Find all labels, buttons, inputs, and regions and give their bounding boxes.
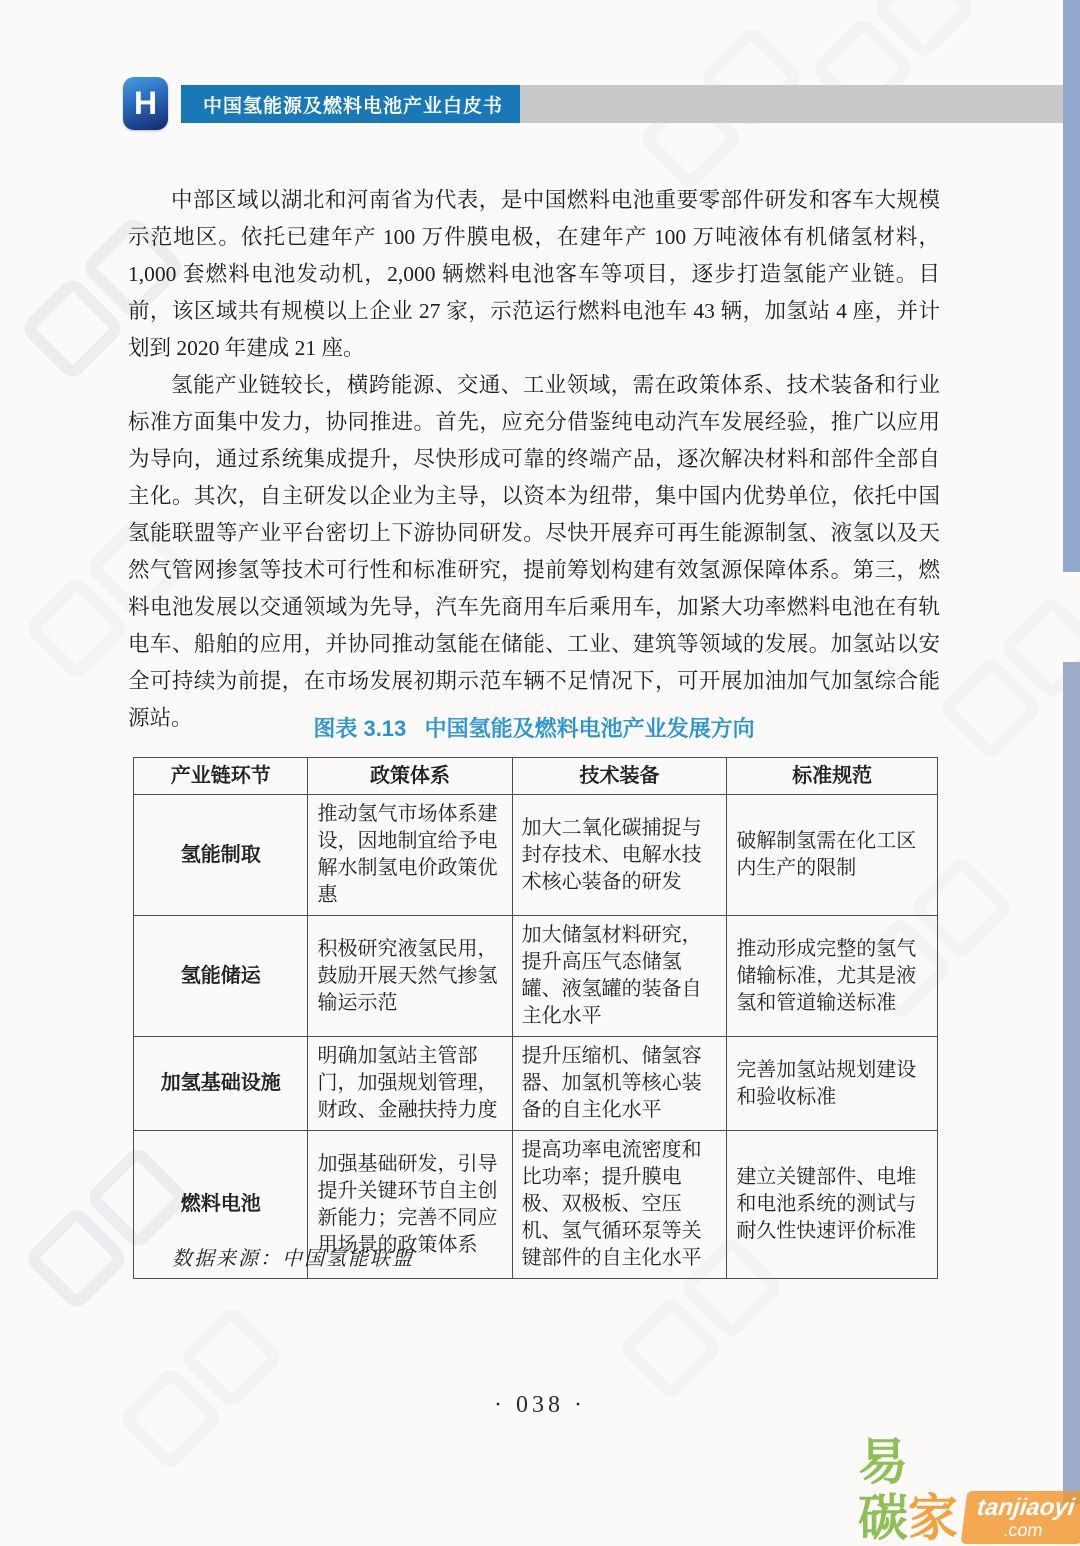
page-edge-bar-top: [1063, 0, 1080, 572]
cell-chain-link: 氢能制取: [134, 795, 308, 916]
figure-caption-title: 中国氢能及燃料电池产业发展方向: [424, 716, 755, 741]
paragraph-industry-chain: 氢能产业链较长，横跨能源、交通、工业领域，需在政策体系、技术装备和行业标准方面集中发力，协同推进。首先，应充分借鉴纯电动汽车发展经验，推广以应用为导向，通过系统集成提升，尽快形成可靠的终端产品，逐次解决材料和部件全部自主化。其次，自主研发以企业为主导，以资本为纽带，集中国内优势单位，依托中国氢能联盟等产业平台密切上下游协同研发。尽快开展弃可再生能源制氢、液氢以及天然气管网掺氢等技术可行性和标准研究，提前筹划构建有效氢源保障体系。第三，燃料电池发展以交通领域为先导，汽车先商用车后乘用车，加紧大功率燃料电池在有轨电车、船舶的应用，并协同推动氢能在储能、工业、建筑等领域的发展。加氢站以安全可持续为前提，在市场发展初期示范车辆不足情况下，可开展加油加气加氢综合能源站。: [128, 373, 940, 730]
paragraph-central-region: 中部区域以湖北和河南省为代表，是中国燃料电池重要零部件研发和客车大规模示范地区。依托已建年产 100 万件膜电极，在建年产 100 万吨液体有机储氢材料，1,000 套燃料电池发动机，2,000 辆燃料电池客车等项目，逐步打造氢能产业链。目前，该区域共有规模以上企业 27 家，示范运行燃料电池车 43 辆，加氢站 4 座，并计划到 2020 年建成 21 座。: [128, 188, 940, 360]
cell-technology: 提升压缩机、储氢容器、加氢机等核心装备的自主化水平: [512, 1037, 727, 1131]
header-gray-bar: [520, 85, 1063, 123]
logo-letter: H: [133, 85, 158, 121]
watermark-pattern: [117, 1304, 285, 1472]
table-row: [134, 795, 938, 916]
cell-policy: 积极研究液氢民用，鼓励开展天然气掺氢输运示范: [308, 916, 512, 1037]
cell-technology: 加大储氢材料研究，提升高压气态储氢罐、液氢罐的装备自主化水平: [512, 916, 727, 1037]
header-title-bar: [181, 85, 520, 123]
page-number: · 038 ·: [494, 1392, 586, 1418]
data-source-note: 数据来源：中国氢能联盟: [172, 1248, 414, 1270]
column-header-chain-link: 产业链环节: [134, 758, 308, 795]
cell-standards: 破解制氢需在化工区内生产的限制: [727, 795, 938, 916]
cell-chain-link: 氢能储运: [134, 916, 308, 1037]
cell-policy: 推动氢气市场体系建设，因地制宜给予电解水制氢电价政策优惠: [308, 795, 512, 916]
cell-policy: 明确加氢站主管部门，加强规划管理，财政、金融扶持力度: [308, 1037, 512, 1131]
figure-caption-label: 图表 3.13: [313, 716, 407, 741]
page-header: [0, 85, 1063, 123]
cell-technology: 提高功率电流密度和比功率；提升膜电极、双极板、空压机、氢气循环泵等关键部件的自主化水平: [512, 1131, 727, 1279]
table-row: [134, 916, 938, 1037]
cell-policy: 加强基础研发，引导提升关键环节自主创新能力；完善不同应用场景的政策体系: [308, 1131, 512, 1279]
cell-standards: 推动形成完整的氢气储输标准，尤其是液氢和管道输送标准: [727, 916, 938, 1037]
brand-domain-tld: .com: [1002, 1520, 1044, 1540]
table-row: [134, 1037, 938, 1131]
table-header-row: [134, 758, 938, 795]
brand-orange-character: 家: [908, 1490, 958, 1546]
body-text: [128, 182, 940, 737]
column-header-policy: 政策体系: [308, 758, 512, 795]
cell-chain-link: 燃料电池: [134, 1131, 308, 1279]
brand-domain-name: tanjiaoyi: [975, 1494, 1077, 1521]
tanjiaoyi-brand-watermark: [858, 1434, 1080, 1546]
page-edge-bar-bottom: [1063, 662, 1080, 1504]
cell-standards: 建立关键部件、电堆和电池系统的测试与耐久性快速评价标准: [727, 1131, 938, 1279]
cell-technology: 加大二氧化碳捕捉与封存技术、电解水技术核心装备的研发: [512, 795, 727, 916]
column-header-technology: 技术装备: [512, 758, 727, 795]
development-direction-table: [133, 757, 938, 1279]
column-header-standards: 标准规范: [727, 758, 938, 795]
figure-caption: [128, 712, 940, 743]
cell-chain-link: 加氢基础设施: [134, 1037, 308, 1131]
cell-standards: 完善加氢站规划建设和验收标准: [727, 1037, 938, 1131]
hydrogen-alliance-logo-icon: [123, 77, 168, 130]
brand-domain-badge: [961, 1491, 1080, 1544]
watermark-pattern: [937, 594, 1080, 762]
document-title: 中国氢能源及燃料电池产业白皮书: [203, 95, 504, 117]
brand-green-characters: 易碳: [858, 1434, 908, 1546]
